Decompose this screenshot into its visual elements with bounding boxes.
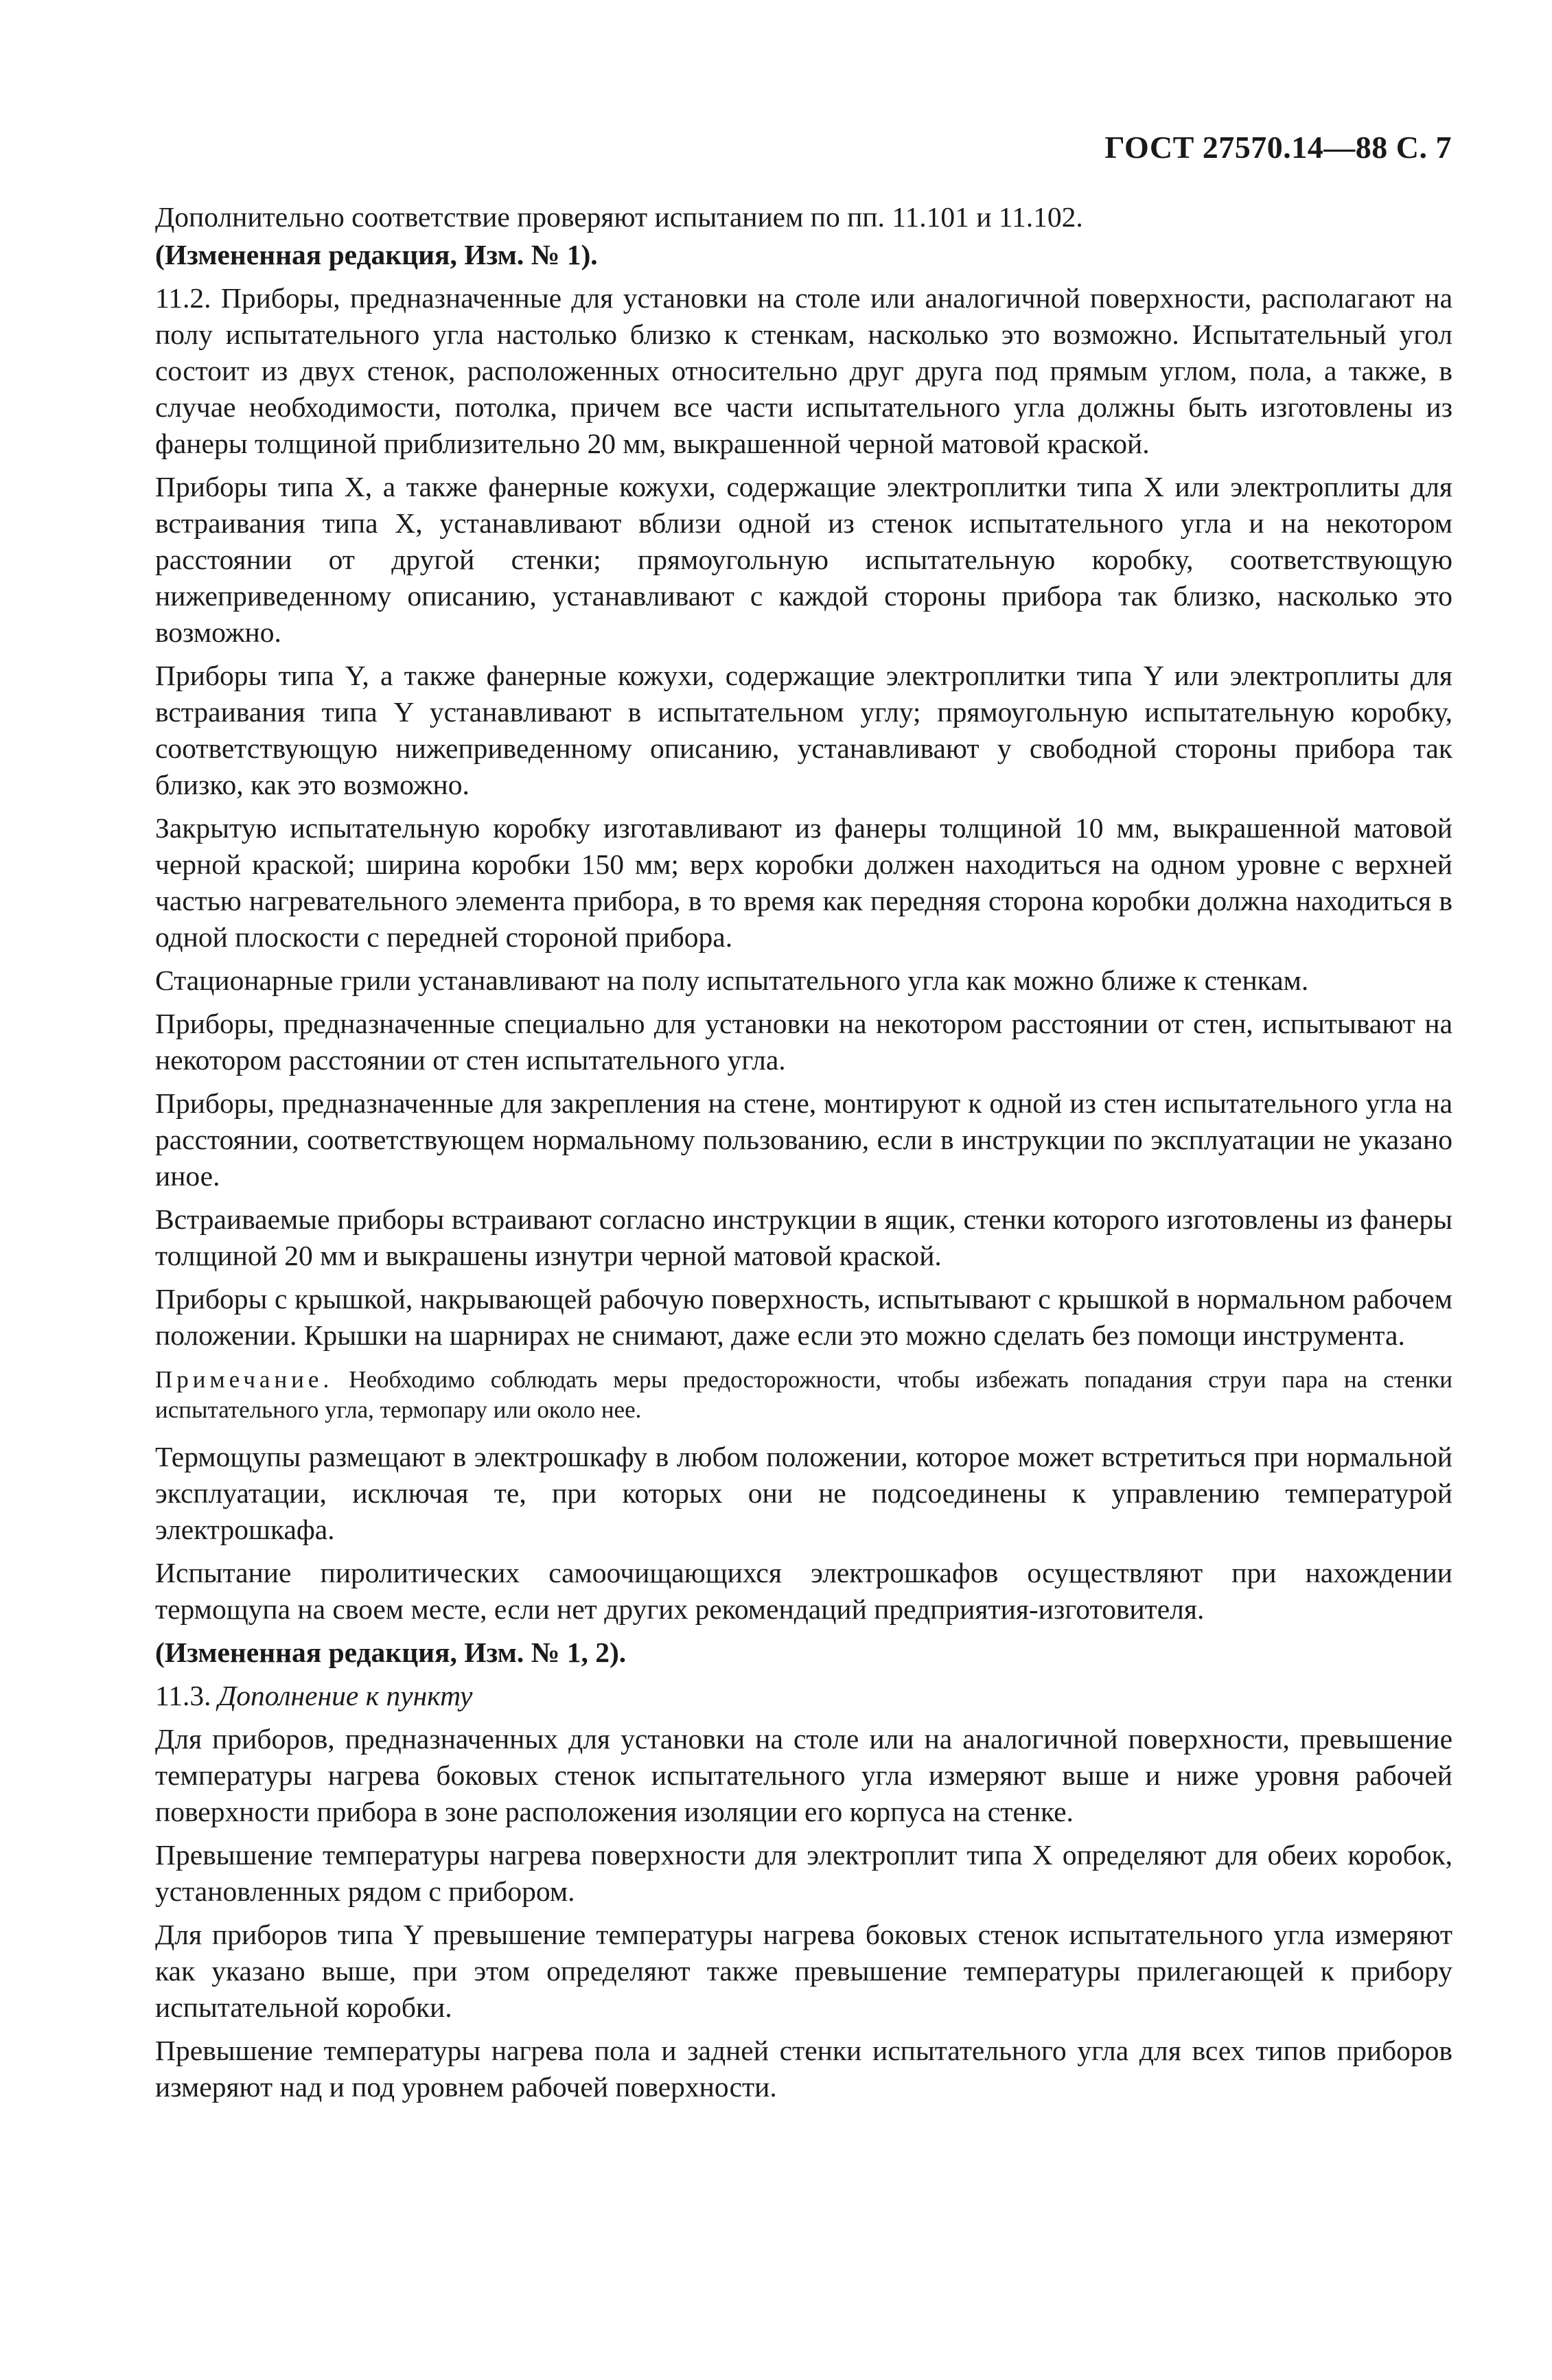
paragraph-pyrolytic: Испытание пиролитических самоочищающихся электрошкафов осуществляют при нахождении термощупа на своем месте, если нет других рекомендаций предприятия-изготовителя. xyxy=(155,1557,1452,1625)
note-label: Примечание. xyxy=(155,1366,334,1393)
paragraph-floor-back: Превышение температуры нагрева пола и задней стенки испытательного угла для всех типов приборов измеряют над и под уровнем рабочей поверхности. xyxy=(155,2035,1452,2103)
paragraph-distance: Приборы, предназначенные специально для установки на некотором расстоянии от стен, испытывают на некотором расстоянии от стен испытательного угла. xyxy=(155,1008,1452,1076)
clause-11-2: 11.2. Приборы, предназначенные для установки на столе или аналогичной поверхности, располагают на полу испытательного угла настолько близко к стенкам, насколько это возможно. Испытательный угол состоит из двух стенок, расположенных относительно друг друга под прямым углом, пола, а также, в случае необходимости, потолка, причем все части испытательного угла должны быть изготовлены из фанеры толщиной приблизительно 20 мм, выкрашенной черной матовой краской. xyxy=(155,282,1452,459)
paragraph-wall-mount: Приборы, предназначенные для закрепления на стене, монтируют к одной из стен испытательного угла на расстоянии, соответствующем нормальному пользованию, если в инструкции по эксплуатации не указано иное. xyxy=(155,1087,1452,1192)
amendment-note-1: (Измененная редакция, Изм. № 1). xyxy=(155,239,598,270)
paragraph-built-in: Встраиваемые приборы встраивают согласно инструкции в ящик, стенки которого изготовлены из фанеры толщиной 20 мм и выкрашены изнутри черной матовой краской. xyxy=(155,1203,1452,1271)
paragraph-grills: Стационарные грили устанавливают на полу испытательного угла как можно ближе к стенкам. xyxy=(155,964,1309,996)
clause-11-3-title: Дополнение к пункту xyxy=(218,1680,473,1711)
document-body xyxy=(155,199,1452,2112)
clause-11-3-heading xyxy=(155,1678,1452,1714)
note-block xyxy=(155,1365,1452,1425)
paragraph-probes: Термощупы размещают в электрошкафу в любом положении, которое может встретиться при нормальной эксплуатации, исключая те, при которых они не подсоединены к управлению температурой электрошкафа. xyxy=(155,1441,1452,1545)
paragraph-test-box: Закрытую испытательную коробку изготавливают из фанеры толщиной 10 мм, выкрашенной матовой черной краской; ширина коробки 150 мм; верх коробки должен находиться на одном уровне с верхней частью нагревательного элемента прибора, в то время как передняя сторона коробки должна находиться в одной плоскости с передней стороной прибора. xyxy=(155,812,1452,953)
paragraph-type-x-boxes: Превышение температуры нагрева поверхности для электроплит типа X определяют для обеих коробок, установленных рядом с прибором. xyxy=(155,1839,1452,1907)
note-text: Необходимо соблюдать меры предосторожности, чтобы избежать попадания струи пара на стенки испытательного угла, термопару или около нее. xyxy=(155,1366,1452,1423)
paragraph-side-walls: Для приборов, предназначенных для установки на столе или на аналогичной поверхности, превышение температуры нагрева боковых стенок испытательного угла измеряют выше и ниже уровня рабочей поверхности прибора в зоне расположения изоляции его корпуса на стенке. xyxy=(155,1723,1452,1827)
paragraph-type-y-measure: Для приборов типа Y превышение температуры нагрева боковых стенок испытательного угла измеряют как указано выше, при этом определяют также превышение температуры прилегающей к прибору испытательной коробки. xyxy=(155,1919,1452,2023)
amendment-note-2: (Измененная редакция, Изм. № 1, 2). xyxy=(155,1637,627,1668)
paragraph-type-y: Приборы типа Y, а также фанерные кожухи, содержащие электроплитки типа Y или электроплиты для встраивания типа Y устанавливают в испытательном углу; прямоугольную испытательную коробку, соответствующую нижеприведенному описанию, устанавливают у свободной стороны прибора так близко, как это возможно. xyxy=(155,660,1452,800)
clause-11-3-number: 11.3. xyxy=(155,1680,211,1711)
paragraph-intro: Дополнительно соответствие проверяют испытанием по пп. 11.101 и 11.102. xyxy=(155,201,1083,233)
page-header: ГОСТ 27570.14—88 С. 7 xyxy=(1104,130,1452,165)
paragraph-lid: Приборы с крышкой, накрывающей рабочую поверхность, испытывают с крышкой в нормальном рабочем положении. Крышки на шарнирах не снимают, даже если это можно сделать без помощи инструмента. xyxy=(155,1283,1452,1351)
paragraph-type-x: Приборы типа X, а также фанерные кожухи, содержащие электроплитки типа X или электроплиты для встраивания типа X, устанавливают вблизи одной из стенок испытательного угла и на некотором расстоянии от другой стенки; прямоугольную испытательную коробку, соответствующую нижеприведенному описанию, устанавливают с каждой стороны прибора так близко, насколько это возможно. xyxy=(155,471,1452,648)
